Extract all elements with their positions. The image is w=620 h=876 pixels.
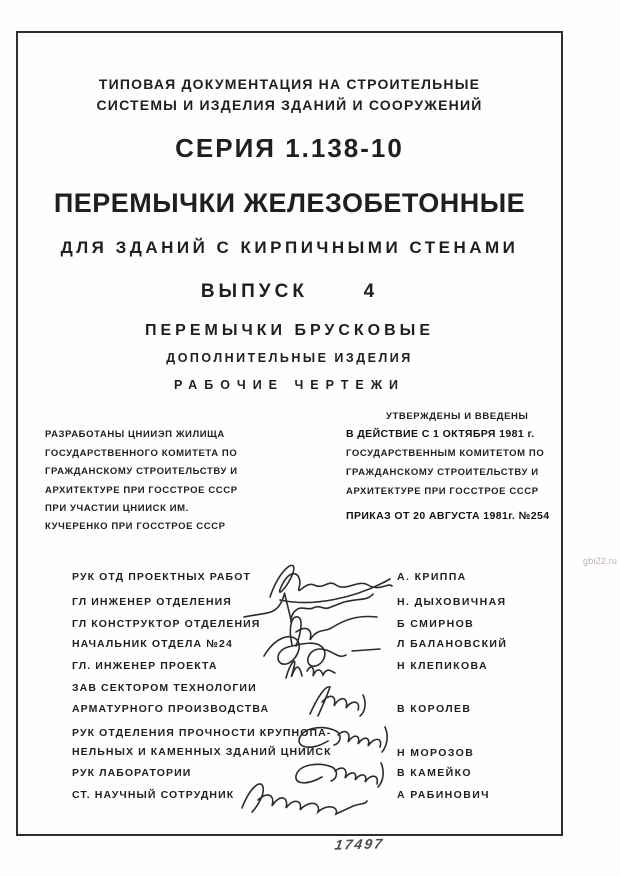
signatory-role: ГЛ ИНЖЕНЕР ОТДЕЛЕНИЯ — [72, 596, 232, 608]
signatory-name: Л БАЛАНОВСКИЙ — [397, 638, 508, 650]
signatory-name: Н КЛЕПИКОВА — [397, 660, 488, 672]
developed-line: ПРИ УЧАСТИИ ЦНИИСК ИМ. — [45, 503, 189, 514]
section-title: ПЕРЕМЫЧКИ БРУСКОВЫЕ — [144, 322, 435, 339]
signatory-role-line2: НЕЛЬНЫХ И КАМЕННЫХ ЗДАНИЙ ЦНИИСК — [72, 746, 332, 758]
approved-line: АРХИТЕКТУРЕ ПРИ ГОССТРОЕ СССР — [346, 486, 539, 497]
approved-date-line: В ДЕЙСТВИЕ С 1 ОКТЯБРЯ 1981 г. — [346, 428, 535, 440]
subtitle: ДЛЯ ЗДАНИЙ С КИРПИЧНЫМИ СТЕНАМИ — [60, 238, 519, 257]
signatory-role: ЗАВ СЕКТОРОМ ТЕХНОЛОГИИ — [72, 682, 257, 694]
approved-line: ГОСУДАРСТВЕННЫМ КОМИТЕТОМ ПО — [346, 448, 545, 459]
signatory-name: Н МОРОЗОВ — [397, 747, 475, 759]
signature-kameyko — [296, 763, 383, 787]
signatory-role: НАЧАЛЬНИК ОТДЕЛА №24 — [72, 638, 233, 650]
developed-line: ГРАЖДАНСКОМУ СТРОИТЕЛЬСТВУ И — [45, 466, 238, 477]
signatory-name: В КАМЕЙКО — [397, 767, 472, 779]
watermark: gbi22.ru — [583, 556, 618, 566]
signatory-role: РУК ЛАБОРАТОРИИ — [72, 767, 192, 779]
signatory-role: ГЛ. ИНЖЕНЕР ПРОЕКТА — [72, 660, 218, 672]
developed-line: АРХИТЕКТУРЕ ПРИ ГОССТРОЕ СССР — [45, 485, 238, 496]
signature-klepikova — [286, 661, 335, 678]
signature-smirnov — [290, 616, 377, 646]
signatory-name: Б СМИРНОВ — [397, 618, 475, 630]
signatory-name: А. КРИППА — [397, 571, 467, 583]
developed-line: КУЧЕРЕНКО ПРИ ГОССТРОЕ СССР — [45, 521, 226, 532]
issue-number: ВЫПУСК 4 — [200, 281, 379, 302]
signature-rabinovich — [242, 784, 367, 814]
signatory-role: ГЛ КОНСТРУКТОР ОТДЕЛЕНИЯ — [72, 618, 261, 630]
main-title: ПЕРЕМЫЧКИ ЖЕЛЕЗОБЕТОННЫЕ — [53, 188, 526, 218]
signatory-role: СТ. НАУЧНЫЙ СОТРУДНИК — [72, 789, 235, 801]
signature-krippa — [270, 565, 392, 602]
developed-line: ГОСУДАРСТВЕННОГО КОМИТЕТА ПО — [45, 448, 238, 459]
signature-balanovsky — [264, 637, 380, 666]
doc-type-line1: ТИПОВАЯ ДОКУМЕНТАЦИЯ НА СТРОИТЕЛЬНЫЕ — [98, 76, 481, 92]
signatory-name: А РАБИНОВИЧ — [397, 789, 490, 801]
signature-korolev — [310, 687, 365, 716]
handwritten-signatures — [230, 555, 410, 825]
signatory-name: Н. ДЫХОВИЧНАЯ — [397, 596, 507, 608]
developed-line: РАЗРАБОТАНЫ ЦНИИЭП ЖИЛИЩА — [45, 429, 225, 440]
signatory-name: В КОРОЛЕВ — [397, 703, 472, 715]
approved-line: УТВЕРЖДЕНЫ И ВВЕДЕНЫ — [386, 411, 529, 422]
archive-number: 17497 — [333, 835, 386, 853]
series-number: СЕРИЯ 1.138-10 — [175, 133, 404, 163]
approved-line: ГРАЖДАНСКОМУ СТРОИТЕЛЬСТВУ И — [346, 467, 539, 478]
drawings-label: РАБОЧИЕ ЧЕРТЕЖИ — [173, 378, 406, 392]
section-subtitle: ДОПОЛНИТЕЛЬНЫЕ ИЗДЕЛИЯ — [166, 351, 413, 365]
signatory-role-line2: АРМАТУРНОГО ПРОИЗВОДСТВА — [72, 703, 270, 715]
doc-type-line2: СИСТЕМЫ И ИЗДЕЛИЯ ЗДАНИЙ И СООРУЖЕНИЙ — [96, 97, 483, 113]
signatory-role: РУК ОТД ПРОЕКТНЫХ РАБОТ — [72, 571, 251, 583]
signature-morozov — [299, 727, 387, 752]
order-line: ПРИКАЗ ОТ 20 АВГУСТА 1981г. №254 — [346, 510, 550, 522]
signatory-role: РУК ОТДЕЛЕНИЯ ПРОЧНОСТИ КРУПНОПА- — [72, 727, 332, 739]
